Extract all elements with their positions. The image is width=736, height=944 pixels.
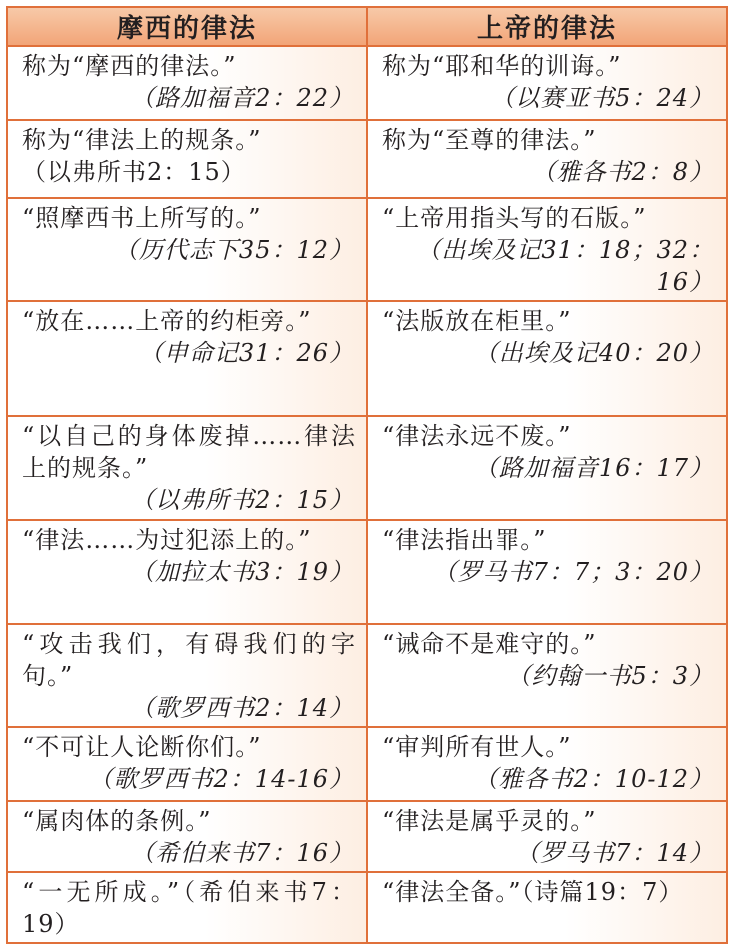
table-row [7, 198, 727, 301]
quote-text: 称为“耶和华的训诲。” [382, 52, 622, 80]
table-row [7, 872, 727, 943]
god-law-cell [367, 801, 727, 872]
moses-law-cell [7, 46, 367, 120]
quote-text: “律法指出罪。” [382, 526, 547, 554]
scripture-reference: （罗马书7：7；3：20） [432, 558, 714, 586]
moses-law-cell [7, 198, 367, 301]
moses-law-cell [7, 520, 367, 624]
quote-text: “审判所有世人。” [382, 733, 572, 761]
scripture-reference: （歌罗西书2：14） [130, 694, 354, 722]
moses-law-cell [7, 416, 367, 520]
scripture-reference: （历代志下35：12） [113, 236, 354, 264]
quote-text: “不可让人论断你们。” [22, 733, 262, 761]
table-row [7, 120, 727, 198]
quote-text: “律法全备。”（诗篇19：7） [382, 878, 684, 906]
quote-text: “照摩西书上所写的。” [22, 204, 262, 232]
god-law-cell [367, 520, 727, 624]
quote-text: “一无所成。”（希伯来书7：19） [22, 878, 356, 938]
law-comparison-table [6, 6, 728, 944]
quote-text: “属肉体的条例。” [22, 807, 212, 835]
quote-text: 称为“律法上的规条。” [22, 126, 262, 154]
god-law-cell [367, 727, 727, 801]
scripture-reference: （路加福音2：22） [130, 84, 354, 112]
moses-law-cell [7, 301, 367, 416]
scripture-reference: （出埃及记31：18；32：16） [416, 236, 714, 296]
quote-text: 称为“至尊的律法。” [382, 126, 597, 154]
quote-text: “上帝用指头写的石版。” [382, 204, 647, 232]
table-row [7, 801, 727, 872]
table-row [7, 46, 727, 120]
moses-law-cell [7, 801, 367, 872]
moses-law-cell [7, 727, 367, 801]
scripture-reference: （歌罗西书2：14-16） [88, 765, 354, 793]
scripture-reference: （出埃及记40：20） [473, 339, 714, 367]
header-god-law: 上帝的律法 [367, 7, 727, 46]
quote-text: “攻击我们，有碍我们的字句。” [22, 630, 356, 690]
quote-text: 称为“摩西的律法。” [22, 52, 237, 80]
scripture-reference: （以赛亚书5：24） [490, 84, 714, 112]
header-moses-law: 摩西的律法 [7, 7, 367, 46]
scripture-reference: （以弗所书2：15） [130, 486, 354, 514]
god-law-cell [367, 301, 727, 416]
god-law-cell [367, 872, 727, 943]
quote-text: “法版放在柜里。” [382, 307, 572, 335]
scripture-reference: （约翰一书5：3） [506, 662, 714, 690]
scripture-reference: （加拉太书3：19） [130, 558, 354, 586]
moses-law-cell [7, 120, 367, 198]
god-law-cell [367, 624, 727, 727]
god-law-cell [367, 416, 727, 520]
quote-text: “诫命不是难守的。” [382, 630, 597, 658]
scripture-reference: （雅各书2：8） [531, 158, 714, 186]
god-law-cell [367, 198, 727, 301]
scripture-reference: （路加福音16：17） [473, 454, 714, 482]
moses-law-cell [7, 624, 367, 727]
table-row [7, 520, 727, 624]
scripture-reference: （申命记31：26） [138, 339, 354, 367]
scripture-reference: （雅各书2：10-12） [473, 765, 714, 793]
quote-text: “以自己的身体废掉……律法上的规条。” [22, 422, 356, 482]
scripture-reference: （罗马书7：14） [515, 839, 714, 867]
god-law-cell [367, 46, 727, 120]
moses-law-cell [7, 872, 367, 943]
table-header-row [7, 7, 727, 46]
table-row [7, 416, 727, 520]
quote-text: “律法……为过犯添上的。” [22, 526, 312, 554]
table-row [7, 301, 727, 416]
scripture-reference: （希伯来书7：16） [130, 839, 354, 867]
table-row [7, 727, 727, 801]
quote-text: “律法是属乎灵的。” [382, 807, 597, 835]
quote-text: “放在……上帝的约柜旁。” [22, 307, 312, 335]
quote-text: “律法永远不废。” [382, 422, 572, 450]
scripture-reference: （以弗所书2：15） [22, 158, 246, 186]
table-row [7, 624, 727, 727]
god-law-cell [367, 120, 727, 198]
